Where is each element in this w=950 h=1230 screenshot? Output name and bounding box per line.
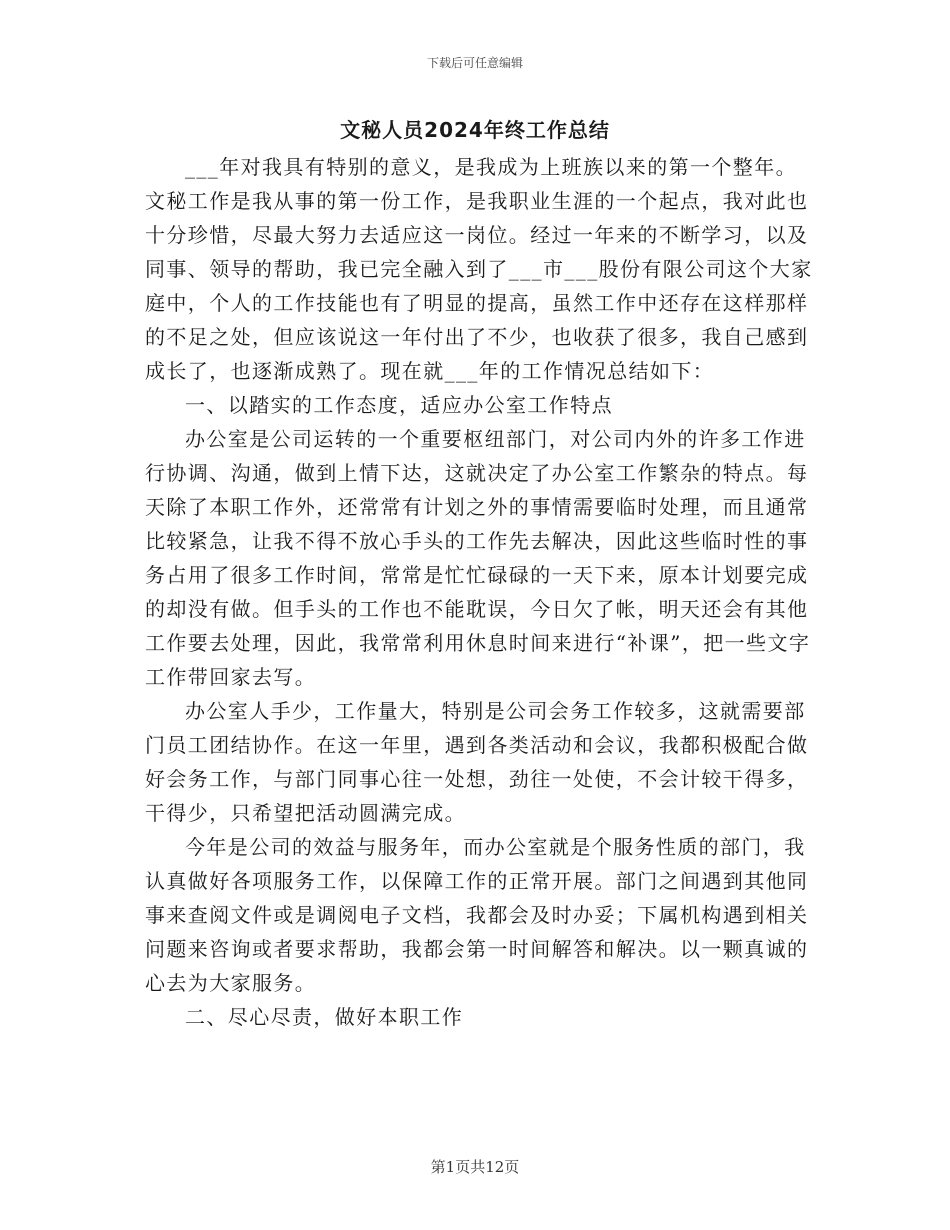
paragraph-teamwork: 办公室人手少，工作量大，特别是公司会务工作较多，这就需要部门员工团结协作。在这一年里，遇到各类活动和会议，我都积极配合做好会务工作，与部门同事心往一处想，劲往一处使，不会计较干得多，干得少，只希望把活动圆满完成。 [145, 699, 809, 825]
document-title: 文秘人员2024年终工作总结 [340, 118, 610, 142]
paragraph-office-role: 办公室是公司运转的一个重要枢纽部门，对公司内外的许多工作进行协调、沟通，做到上情下达，这就决定了办公室工作繁杂的特点。每天除了本职工作外，还常常有计划之外的事情需要临时处理，而且通常比较紧急，让我不得不放心手头的工作先去解决，因此这些临时性的事务占用了很多工作时间，常常是忙忙碌碌的一天下来，原本计划要完成的却没有做。但手头的工作也不能耽误，今日欠了帐，明天还会有其他工作要去处理，因此，我常常利用休息时间来进行“补课”，把一些文字工作带回家去写。 [145, 427, 811, 689]
section-heading-2: 二、尽心尽责，做好本职工作 [185, 1005, 464, 1029]
paragraph-intro: ___年对我具有特别的意义，是我成为上班族以来的第一个整年。文秘工作是我从事的第一份工作，是我职业生涯的一个起点，我对此也十分珍惜，尽最大努力去适应这一岗位。经过一年来的不断学习，以及同事、领导的帮助，我已完全融入到了___市___股份有限公司这个大家庭中，个人的工作技能也有了明显的提高，虽然工作中还存在这样那样的不足之处，但应该说这一年付出了不少，也收获了很多，我自己感到成长了，也逐渐成熟了。现在就___年的工作情况总结如下： [145, 155, 813, 383]
page-number: 第1页共12页 [430, 1158, 520, 1176]
document-body [145, 150, 815, 1034]
paragraph-service: 今年是公司的效益与服务年，而办公室就是个服务性质的部门，我认真做好各项服务工作，以保障工作的正常开展。部门之间遇到其他同事来查阅文件或是调阅电子文档，我都会及时办妥；下属机构遇到相关问题来咨询或者要求帮助，我都会第一时间解答和解决。以一颗真诚的心去为大家服务。 [145, 835, 809, 995]
page-header-note: 下载后可任意编辑 [426, 56, 523, 70]
section-heading-1: 一、以踏实的工作态度，适应办公室工作特点 [185, 393, 613, 417]
